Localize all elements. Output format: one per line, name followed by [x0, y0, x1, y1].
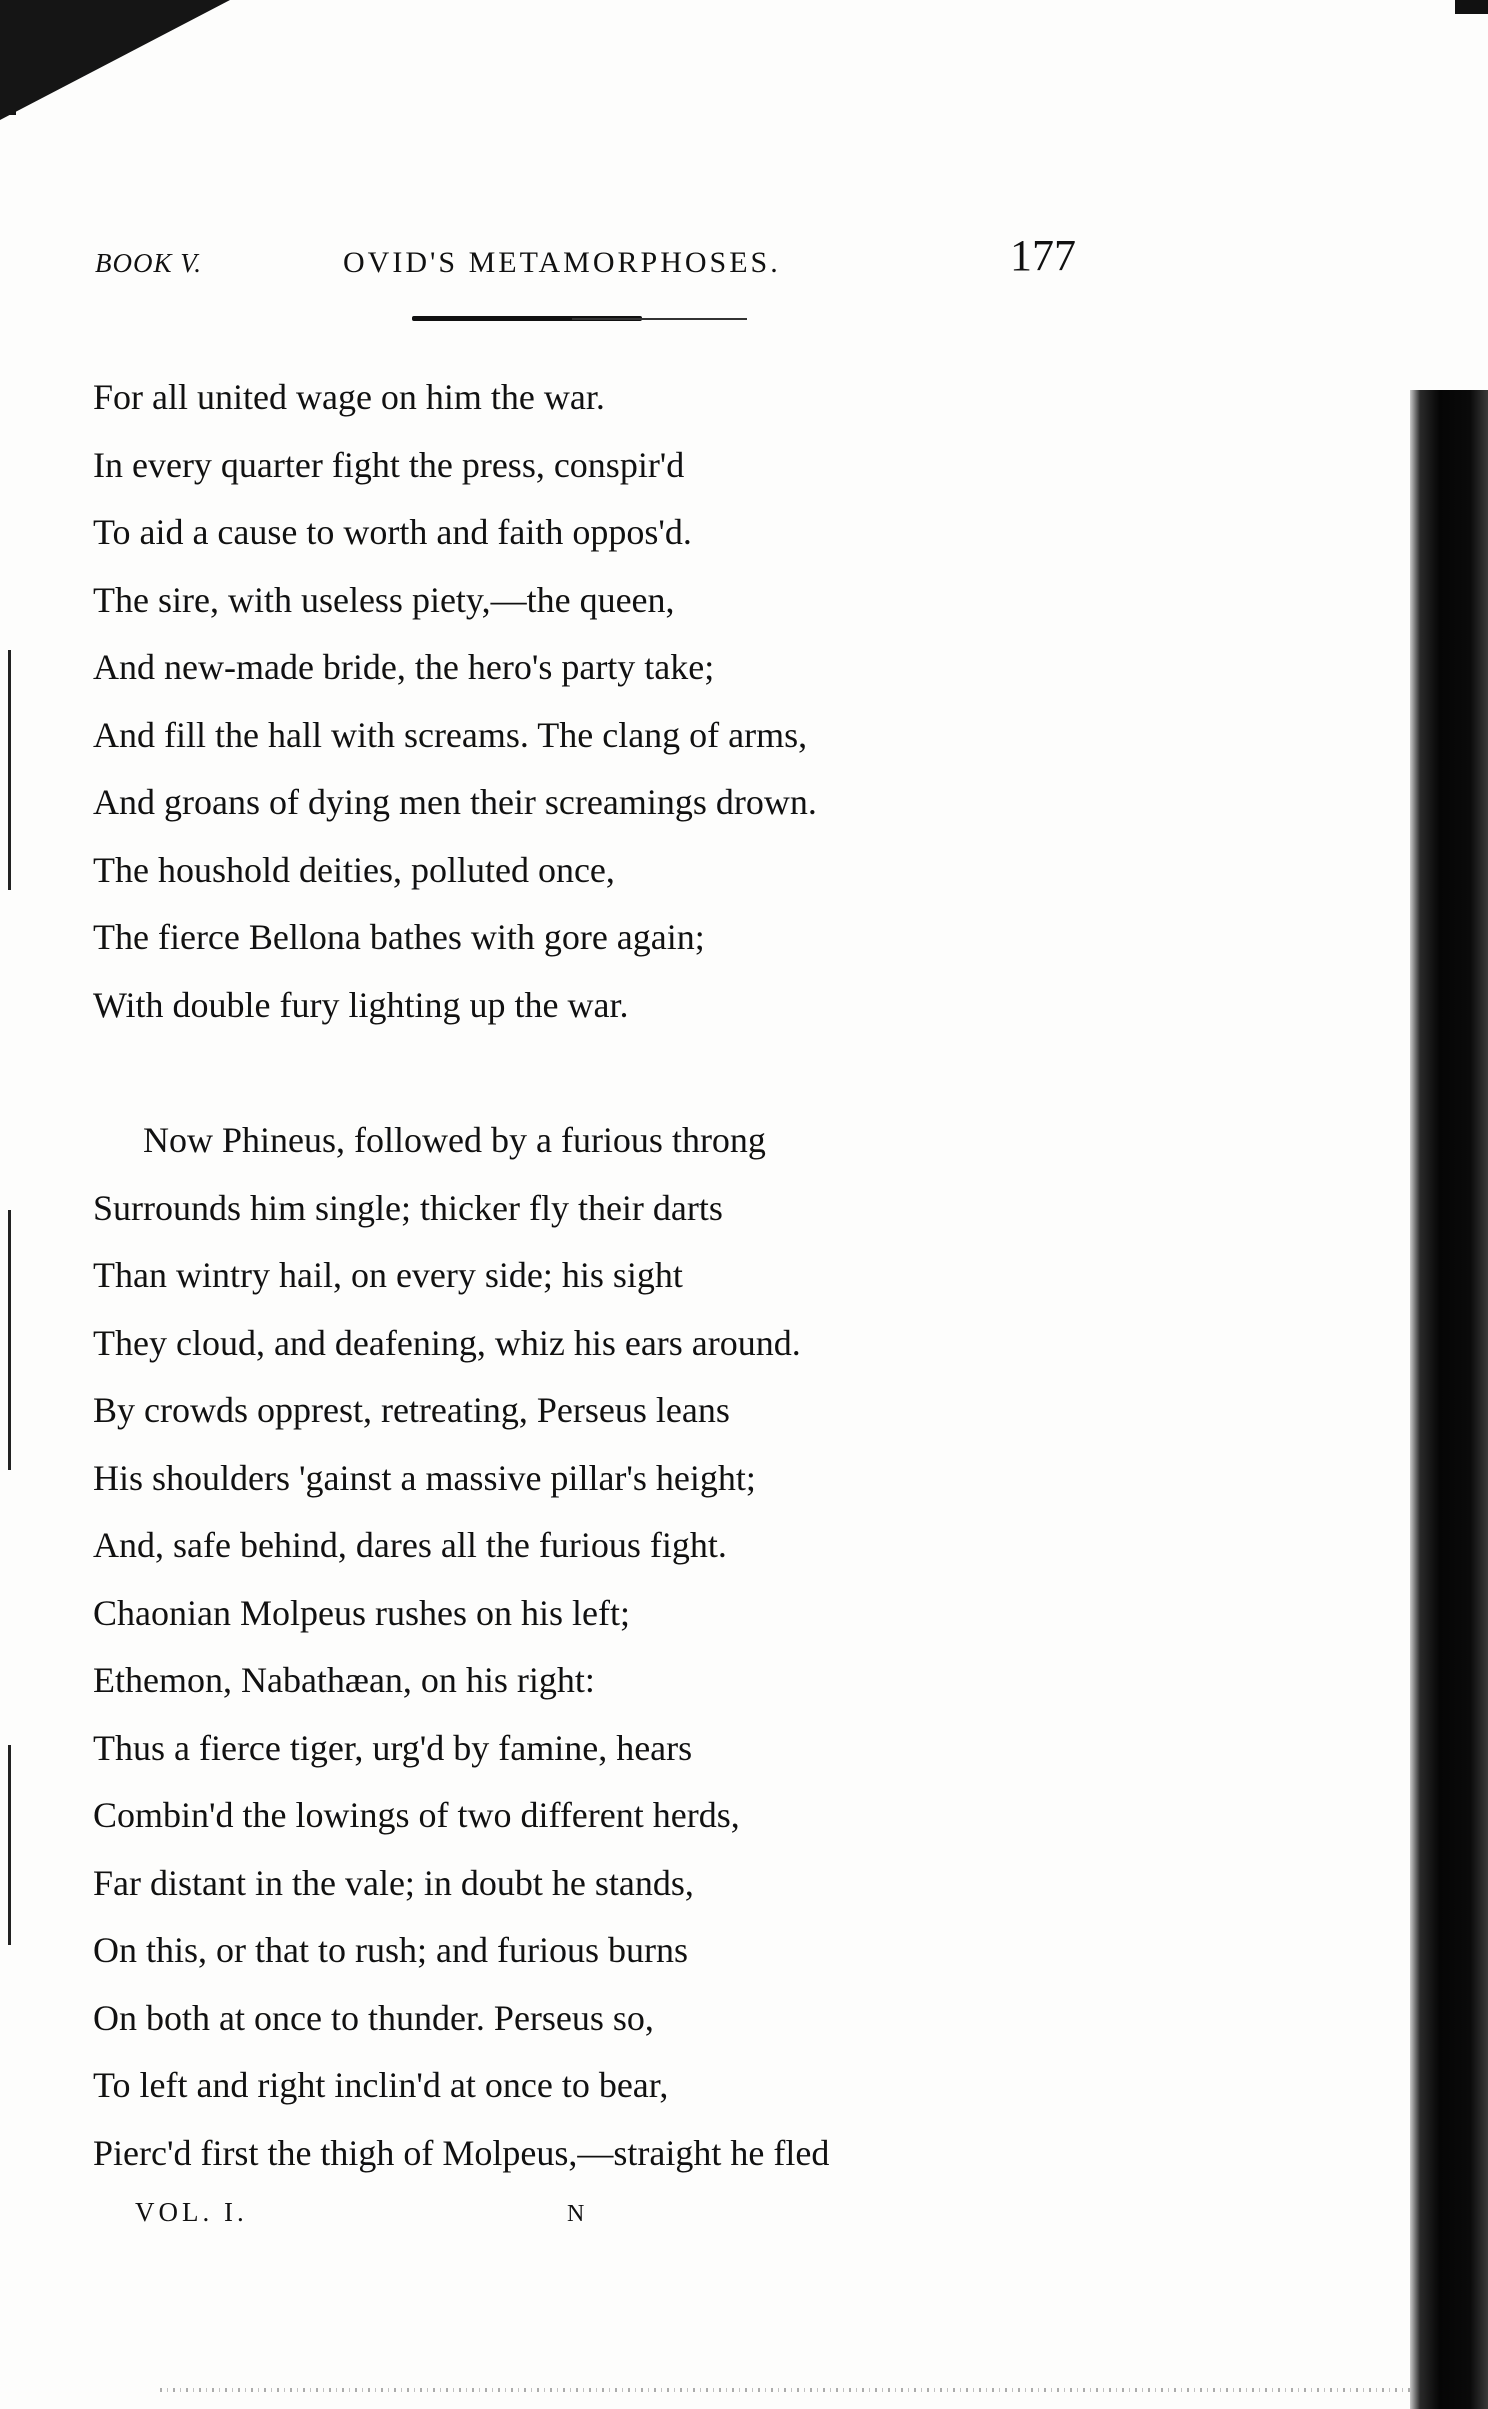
verse-line: Than wintry hail, on every side; his sight — [93, 1255, 683, 1295]
scan-corner-shadow — [0, 0, 230, 120]
verse-line: Far distant in the vale; in doubt he stands, — [93, 1862, 694, 1903]
verse-line: And fill the hall with screams. The clang of arms, — [93, 714, 808, 755]
verse-line: On both at once to thunder. Perseus so, — [93, 1997, 654, 2038]
stanza-2 — [93, 1107, 1093, 2187]
verse-line: His shoulders 'gainst a massive pillar's height; — [93, 1457, 756, 1498]
margin-mark — [8, 1745, 11, 1945]
margin-mark — [8, 1210, 11, 1470]
page-footer — [135, 2197, 735, 2247]
verse-line: With double fury lighting up the war. — [93, 984, 629, 1025]
scan-spine-shadow — [1410, 390, 1488, 2409]
verse-line: Ethemon, Nabathæan, on his right: — [93, 1660, 595, 1700]
verse-line: Chaonian Molpeus rushes on his left; — [93, 1592, 630, 1633]
margin-mark — [8, 650, 11, 890]
book-label: BOOK V. — [95, 248, 203, 278]
verse-line: In every quarter fight the press, conspir'd — [93, 444, 685, 485]
volume-label: VOL. I. — [135, 2197, 248, 2227]
scan-spine-top — [1455, 0, 1488, 14]
page-number: 177 — [1010, 231, 1076, 280]
scan-bottom-speckle — [160, 2388, 1410, 2392]
running-title: OVID'S METAMORPHOSES. — [343, 246, 781, 279]
verse-line: Now Phineus, followed by a furious throng — [143, 1120, 766, 1160]
verse-line: Pierc'd first the thigh of Molpeus,—straight he fled — [93, 2132, 830, 2173]
verse-line: By crowds opprest, retreating, Perseus leans — [93, 1390, 730, 1430]
verse-line: And new-made bride, the hero's party take; — [93, 647, 715, 687]
signature-mark: N — [567, 2201, 585, 2227]
scan-corner-edge — [0, 0, 16, 115]
verse-line: Surrounds him single; thicker fly their darts — [93, 1187, 723, 1228]
verse-line: And groans of dying men their screamings drown. — [93, 782, 817, 822]
verse-line: To aid a cause to worth and faith oppos'd. — [93, 512, 692, 552]
running-header — [95, 226, 1085, 286]
verse-line: They cloud, and deafening, whiz his ears around. — [93, 1322, 801, 1363]
verse-line: Thus a fierce tiger, urg'd by famine, hears — [93, 1727, 693, 1768]
verse-line: Combin'd the lowings of two different herds, — [93, 1795, 740, 1835]
header-rule — [412, 314, 747, 322]
verse-line: On this, or that to rush; and furious burns — [93, 1930, 688, 1970]
stanza-1 — [93, 364, 1093, 1039]
verse-line: The houshold deities, polluted once, — [93, 849, 615, 890]
verse-line: The sire, with useless piety,—the queen, — [93, 579, 675, 620]
verse-line: And, safe behind, dares all the furious fight. — [93, 1525, 727, 1565]
verse-line: The fierce Bellona bathes with gore again; — [93, 917, 705, 957]
verse-line: For all united wage on him the war. — [93, 377, 605, 417]
verse-line: To left and right inclin'd at once to bear, — [93, 2065, 669, 2105]
